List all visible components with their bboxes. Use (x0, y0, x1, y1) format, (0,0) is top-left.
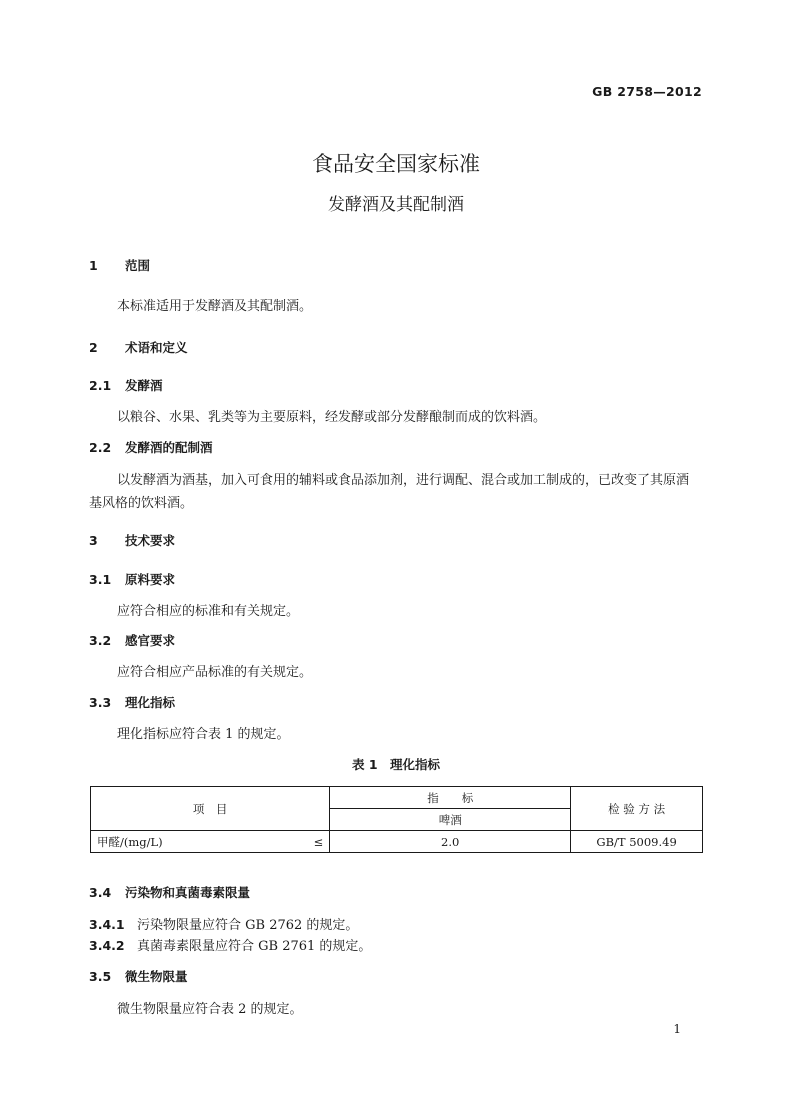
section-title: 技术要求 (125, 533, 176, 548)
section-2-1-heading (89, 376, 163, 394)
section-number: 3.4 (89, 885, 112, 900)
section-number: 3.4.2 (89, 938, 125, 953)
table-1-caption: 表 1 理化指标 (351, 757, 441, 772)
section-2-heading (89, 338, 188, 356)
page-subtitle: 发酵酒及其配制酒 (328, 195, 464, 215)
section-number: 3.2 (89, 633, 112, 648)
table-header-row (91, 787, 703, 809)
section-2-1-body: 以粮谷、水果、乳类等为主要原料，经发酵或部分发酵酿制而成的饮料酒。 (117, 410, 547, 425)
table-row (91, 831, 703, 853)
section-1-heading (89, 256, 150, 274)
section-number: 3.4.1 (89, 917, 125, 932)
header-item: 项 目 (91, 787, 330, 831)
section-3-5-body: 微生物限量应符合表 2 的规定。 (117, 1002, 303, 1017)
row-value: 2.0 (330, 831, 571, 853)
section-3-3-heading (89, 693, 175, 711)
section-3-2-heading (89, 631, 175, 649)
page-number: 1 (673, 1022, 681, 1036)
section-title: 污染物和真菌毒素限量 (125, 885, 251, 900)
row-item: 甲醛/(mg/L) (91, 831, 298, 853)
section-title: 感官要求 (125, 633, 176, 648)
section-2-2-heading (89, 438, 213, 456)
section-3-1-heading (89, 570, 175, 588)
section-3-2-body: 应符合相应产品标准的有关规定。 (117, 665, 313, 680)
section-number: 2.1 (89, 378, 112, 393)
section-1-body: 本标准适用于发酵酒及其配制酒。 (117, 299, 313, 314)
section-title: 发酵酒的配制酒 (125, 440, 213, 455)
section-number: 1 (89, 258, 98, 273)
section-3-heading (89, 531, 175, 549)
section-3-5-heading (89, 967, 188, 985)
section-title: 发酵酒 (125, 378, 163, 393)
standard-code: GB 2758—2012 (592, 84, 702, 99)
section-number: 3.5 (89, 969, 112, 984)
section-2-2-body-line1: 以发酵酒为酒基，加入可食用的辅料或食品添加剂，进行调配、混合或加工制成的，已改变了其原酒 (117, 473, 690, 488)
section-3-1-body: 应符合相应的标准和有关规定。 (117, 604, 300, 619)
section-3-4-2 (89, 935, 371, 954)
section-title: 范围 (125, 258, 151, 273)
section-3-4-1 (89, 914, 358, 933)
section-title: 理化指标 (125, 695, 176, 710)
header-method: 检 验 方 法 (571, 787, 703, 831)
header-index: 指 标 (330, 787, 571, 809)
section-number: 3.3 (89, 695, 112, 710)
row-method: GB/T 5009.49 (571, 831, 703, 853)
page-title: 食品安全国家标准 (312, 152, 480, 176)
table-1 (90, 786, 703, 853)
section-number: 3 (89, 533, 98, 548)
row-op: ≤ (297, 831, 330, 853)
section-body: 污染物限量应符合 GB 2762 的规定。 (137, 918, 359, 933)
section-number: 3.1 (89, 572, 112, 587)
section-3-4-heading (89, 883, 250, 901)
section-body: 真菌毒素限量应符合 GB 2761 的规定。 (137, 939, 372, 954)
section-number: 2 (89, 340, 98, 355)
section-title: 微生物限量 (125, 969, 188, 984)
section-3-3-body: 理化指标应符合表 1 的规定。 (117, 727, 290, 742)
section-number: 2.2 (89, 440, 112, 455)
section-2-2-body-line2: 基风格的饮料酒。 (89, 496, 194, 511)
section-title: 术语和定义 (125, 340, 188, 355)
section-title: 原料要求 (125, 572, 176, 587)
header-sub-beer: 啤酒 (330, 809, 571, 831)
